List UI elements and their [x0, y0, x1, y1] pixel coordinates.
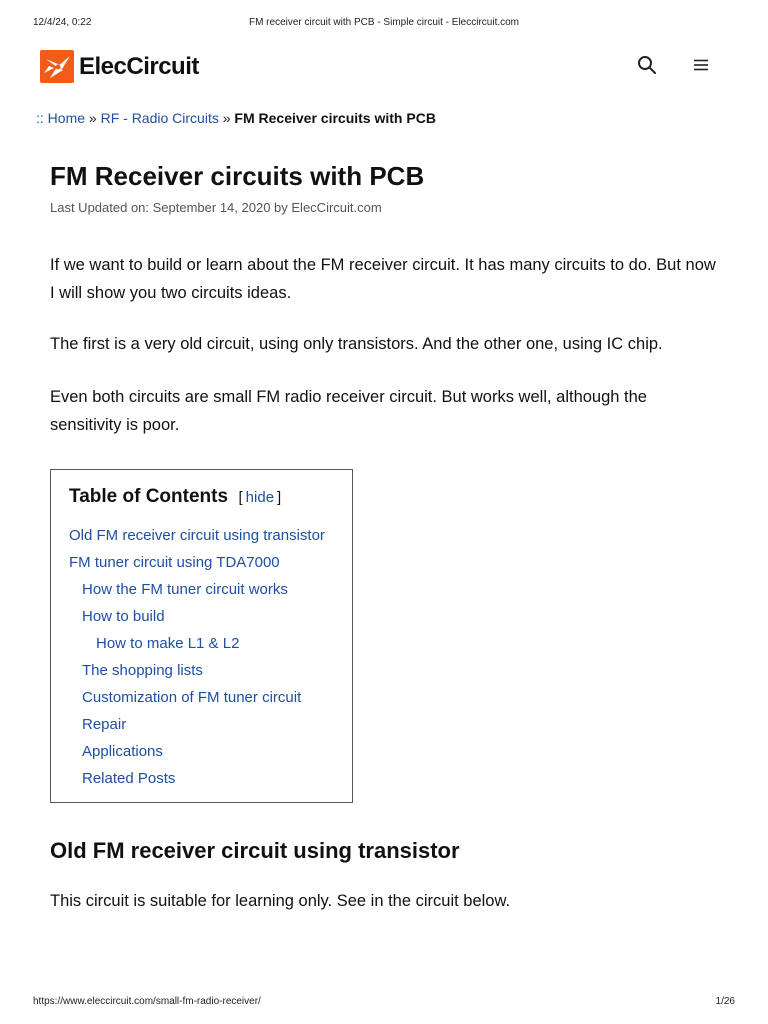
- toc-link[interactable]: How to build: [82, 608, 165, 625]
- toc-item: [69, 711, 325, 738]
- toc-link[interactable]: Repair: [82, 716, 127, 733]
- table-of-contents: [50, 469, 353, 803]
- section-heading: Old FM receiver circuit using transistor: [50, 838, 460, 863]
- breadcrumb-separator: »: [85, 110, 101, 126]
- article: [50, 158, 720, 910]
- toc-bracket-open: [: [238, 489, 243, 506]
- paragraph-sensitivity: Even both circuits are small FM radio receiver circuit. But works well, although the sensitivity is poor.: [50, 388, 647, 434]
- print-header: [0, 17, 768, 31]
- print-page-number: 1/26: [715, 996, 735, 1007]
- toc-bracket-close: ]: [277, 489, 282, 506]
- breadcrumb-home-link[interactable]: :: Home: [36, 110, 86, 126]
- article-meta: Last Updated on: September 14, 2020 by ElecCircuit.com: [50, 200, 382, 215]
- toc-link[interactable]: FM tuner circuit using TDA7000: [69, 554, 280, 571]
- toc-item: [69, 738, 325, 765]
- toc-item: [69, 657, 325, 684]
- toc-link[interactable]: Related Posts: [82, 770, 176, 787]
- toc-header: [69, 486, 281, 508]
- toc-link[interactable]: Applications: [82, 743, 163, 760]
- hamburger-menu-icon: [690, 54, 712, 76]
- print-date: 12/4/24, 0:22: [33, 17, 92, 28]
- site-logo-text: ElecCircuit: [79, 52, 199, 80]
- toc-link[interactable]: Old FM receiver circuit using transistor: [69, 527, 325, 544]
- toc-hide-link[interactable]: hide: [245, 489, 275, 506]
- toc-item: [69, 765, 325, 792]
- print-page-title: FM receiver circuit with PCB - Simple circuit - Eleccircuit.com: [248, 17, 520, 28]
- section-paragraph: This circuit is suitable for learning only. See in the circuit below.: [50, 892, 511, 910]
- toc-item: [69, 549, 325, 576]
- print-footer: [0, 996, 768, 1010]
- toc-item: [69, 630, 325, 657]
- toc-title: Table of Contents: [69, 486, 229, 507]
- intro-paragraph: If we want to build or learn about the FM receiver circuit. It has many circuits to do. But now I will show you two circuits ideas.: [50, 256, 716, 302]
- breadcrumb-category-link[interactable]: RF - Radio Circuits: [100, 110, 219, 126]
- toc-toggle: [239, 489, 282, 506]
- plug-logo-icon: [40, 50, 74, 83]
- toc-link[interactable]: Customization of FM tuner circuit: [82, 689, 302, 706]
- page-title: FM Receiver circuits with PCB: [50, 161, 425, 191]
- toc-item: [69, 576, 325, 603]
- print-url: https://www.eleccircuit.com/small-fm-radio-receiver/: [33, 996, 261, 1007]
- toc-link[interactable]: How the FM tuner circuit works: [82, 581, 288, 598]
- toc-list: [69, 522, 325, 792]
- search-button[interactable]: [636, 54, 658, 76]
- paragraph-circuits: The first is a very old circuit, using only transistors. And the other one, using IC chip.: [50, 335, 663, 353]
- toc-item: [69, 603, 325, 630]
- site-logo-link[interactable]: [40, 50, 199, 83]
- breadcrumb: [36, 110, 436, 126]
- toc-link[interactable]: The shopping lists: [82, 662, 203, 679]
- menu-button[interactable]: [690, 54, 712, 76]
- breadcrumb-separator: »: [218, 110, 235, 126]
- toc-link[interactable]: How to make L1 & L2: [96, 635, 240, 652]
- search-icon: [636, 54, 658, 76]
- toc-item: [69, 522, 325, 549]
- breadcrumb-current: FM Receiver circuits with PCB: [234, 110, 436, 126]
- toc-item: [69, 684, 325, 711]
- site-header: [0, 46, 768, 86]
